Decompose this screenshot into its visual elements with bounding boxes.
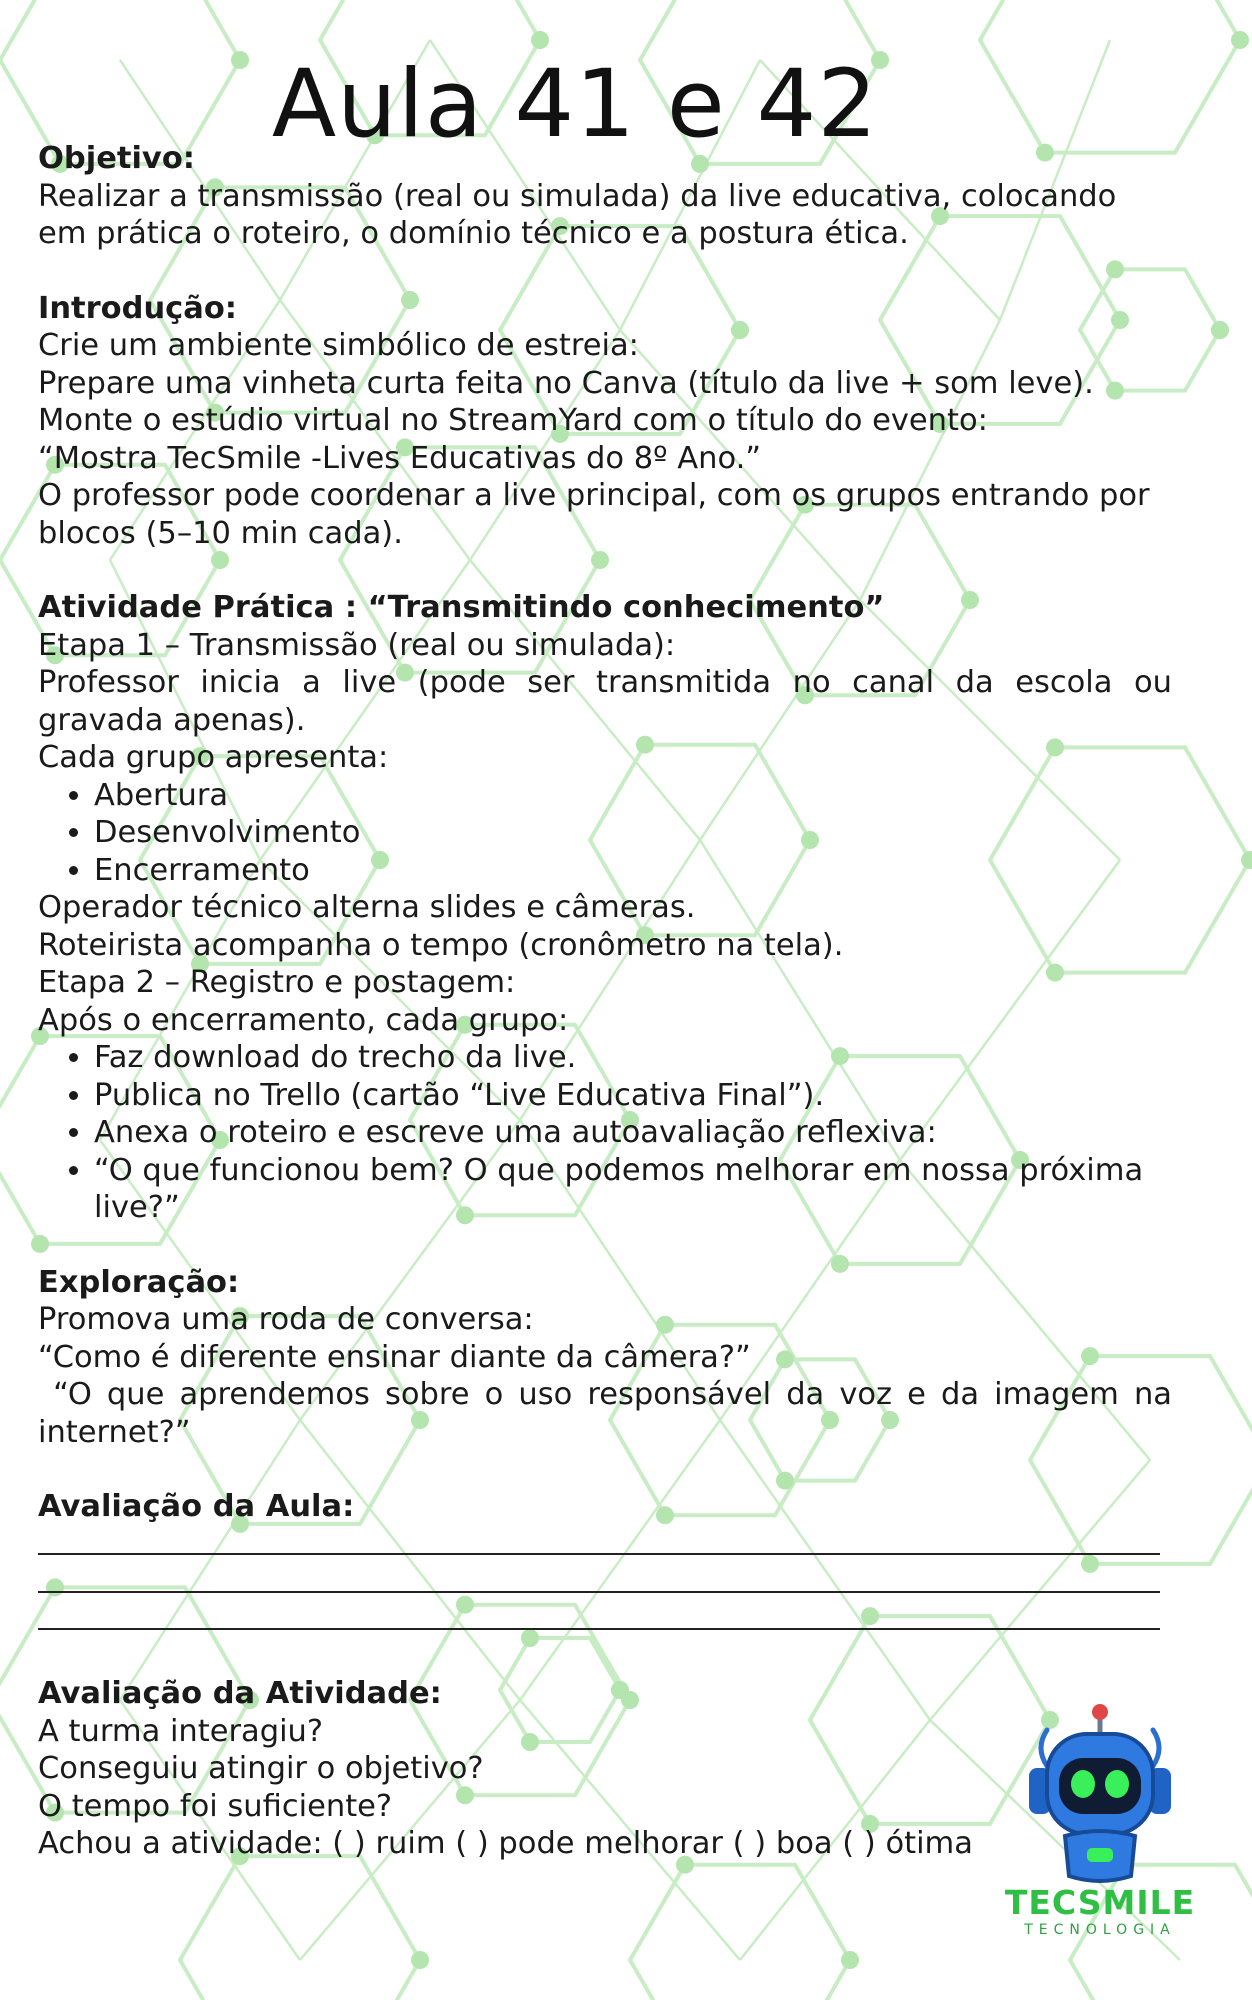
node-dot (1231, 31, 1249, 49)
apresentacao-list (38, 777, 1172, 890)
introducao-heading: Introdução: (38, 290, 237, 326)
introducao-line: Monte o estúdio virtual no StreamYard com o título do evento: (38, 403, 988, 438)
objetivo-text: Realizar a transmissão (real ou simulada) da live educativa, colocando em prática o roteiro, o domínio técnico e a postura ética. (38, 178, 1117, 251)
objetivo-heading: Objetivo: (38, 141, 195, 176)
professor-line: Professor inicia a live (pode ser transmitida no canal da escola ou gravada apenas). (38, 665, 1172, 738)
operador-line: Operador técnico alterna slides e câmeras. (38, 890, 696, 925)
page-title: Aula 41 e 42 (271, 50, 879, 159)
logo-wordmark: TECSMILE (1004, 1883, 1196, 1922)
tecsmile-logo (995, 1700, 1205, 1950)
registro-list (38, 1039, 1172, 1227)
cada-grupo-line: Cada grupo apresenta: (38, 740, 389, 775)
exploracao-line: “Como é diferente ensinar diante da câmera?” (38, 1339, 751, 1375)
node-dot (841, 1951, 859, 1969)
robot-icon (995, 1700, 1205, 1885)
logo-subtitle: TECNOLOGIA (1024, 1922, 1176, 1938)
answer-line (38, 1601, 1172, 1639)
exploracao-heading: Exploração: (38, 1264, 240, 1300)
exploracao-line: “O que aprendemos sobre o uso responsável da voz e da imagem na internet?” (38, 1377, 1182, 1450)
avaliacao-atividade-heading: Avaliação da Atividade: (38, 1676, 442, 1711)
hexagon-shape (180, 1856, 420, 2000)
list-item: • Faz download do trecho da live. (94, 1039, 1172, 1077)
answer-line (38, 1526, 1172, 1564)
list-item: • “O que funcionou bem? O que podemos melhorar em nossa próxima live?” (94, 1152, 1172, 1227)
list-item: • Anexa o roteiro e escreve uma autoavaliação reflexiva: (94, 1114, 1172, 1152)
list-item: • Encerramento (94, 852, 1172, 890)
avaliacao-aula-section (38, 1488, 1172, 1638)
exploracao-section (38, 1264, 1182, 1452)
introducao-line: Prepare uma vinheta curta feita no Canva (título da live + som leve). (38, 365, 1094, 401)
etapa1-line: Etapa 1 – Transmissão (real ou simulada): (38, 627, 676, 663)
atividade-heading: Atividade Prática : “Transmitindo conhecimento” (38, 590, 885, 625)
introducao-line: O professor pode coordenar a live principal, com os grupos entrando por blocos (5–10 min cada). (38, 478, 1150, 551)
answer-line (38, 1563, 1172, 1601)
hexagon-shape (630, 1865, 850, 2000)
list-item: • Abertura (94, 777, 1172, 815)
avaliacao-line: Achou a atividade: ( ) ruim ( ) pode melhorar ( ) boa ( ) ótima (38, 1826, 973, 1861)
avaliacao-line: Conseguiu atingir o objetivo? (38, 1751, 484, 1786)
node-dot (1241, 851, 1252, 869)
list-item: • Publica no Trello (cartão “Live Educativa Final”). (94, 1077, 1172, 1115)
introducao-section (38, 290, 1172, 553)
worksheet-content (38, 0, 1182, 1863)
introducao-line: “Mostra TecSmile -Lives Educativas do 8º Ano.” (38, 440, 762, 476)
avaliacao-aula-heading: Avaliação da Aula: (38, 1489, 355, 1524)
atividade-section (38, 589, 1172, 1227)
list-item: • Desenvolvimento (94, 814, 1172, 852)
apos-line: Após o encerramento, cada grupo: (38, 1002, 569, 1038)
node-dot (1211, 321, 1229, 339)
roteirista-line: Roteirista acompanha o tempo (cronômetro na tela). (38, 927, 844, 963)
exploracao-line: Promova uma roda de conversa: (38, 1302, 534, 1337)
etapa2-line: Etapa 2 – Registro e postagem: (38, 965, 516, 1000)
introducao-line: Crie um ambiente simbólico de estreia: (38, 328, 639, 363)
avaliacao-line: O tempo foi suficiente? (38, 1788, 393, 1824)
avaliacao-line: A turma interagiu? (38, 1713, 324, 1749)
objetivo-section (38, 140, 1172, 253)
node-dot (411, 1951, 429, 1969)
